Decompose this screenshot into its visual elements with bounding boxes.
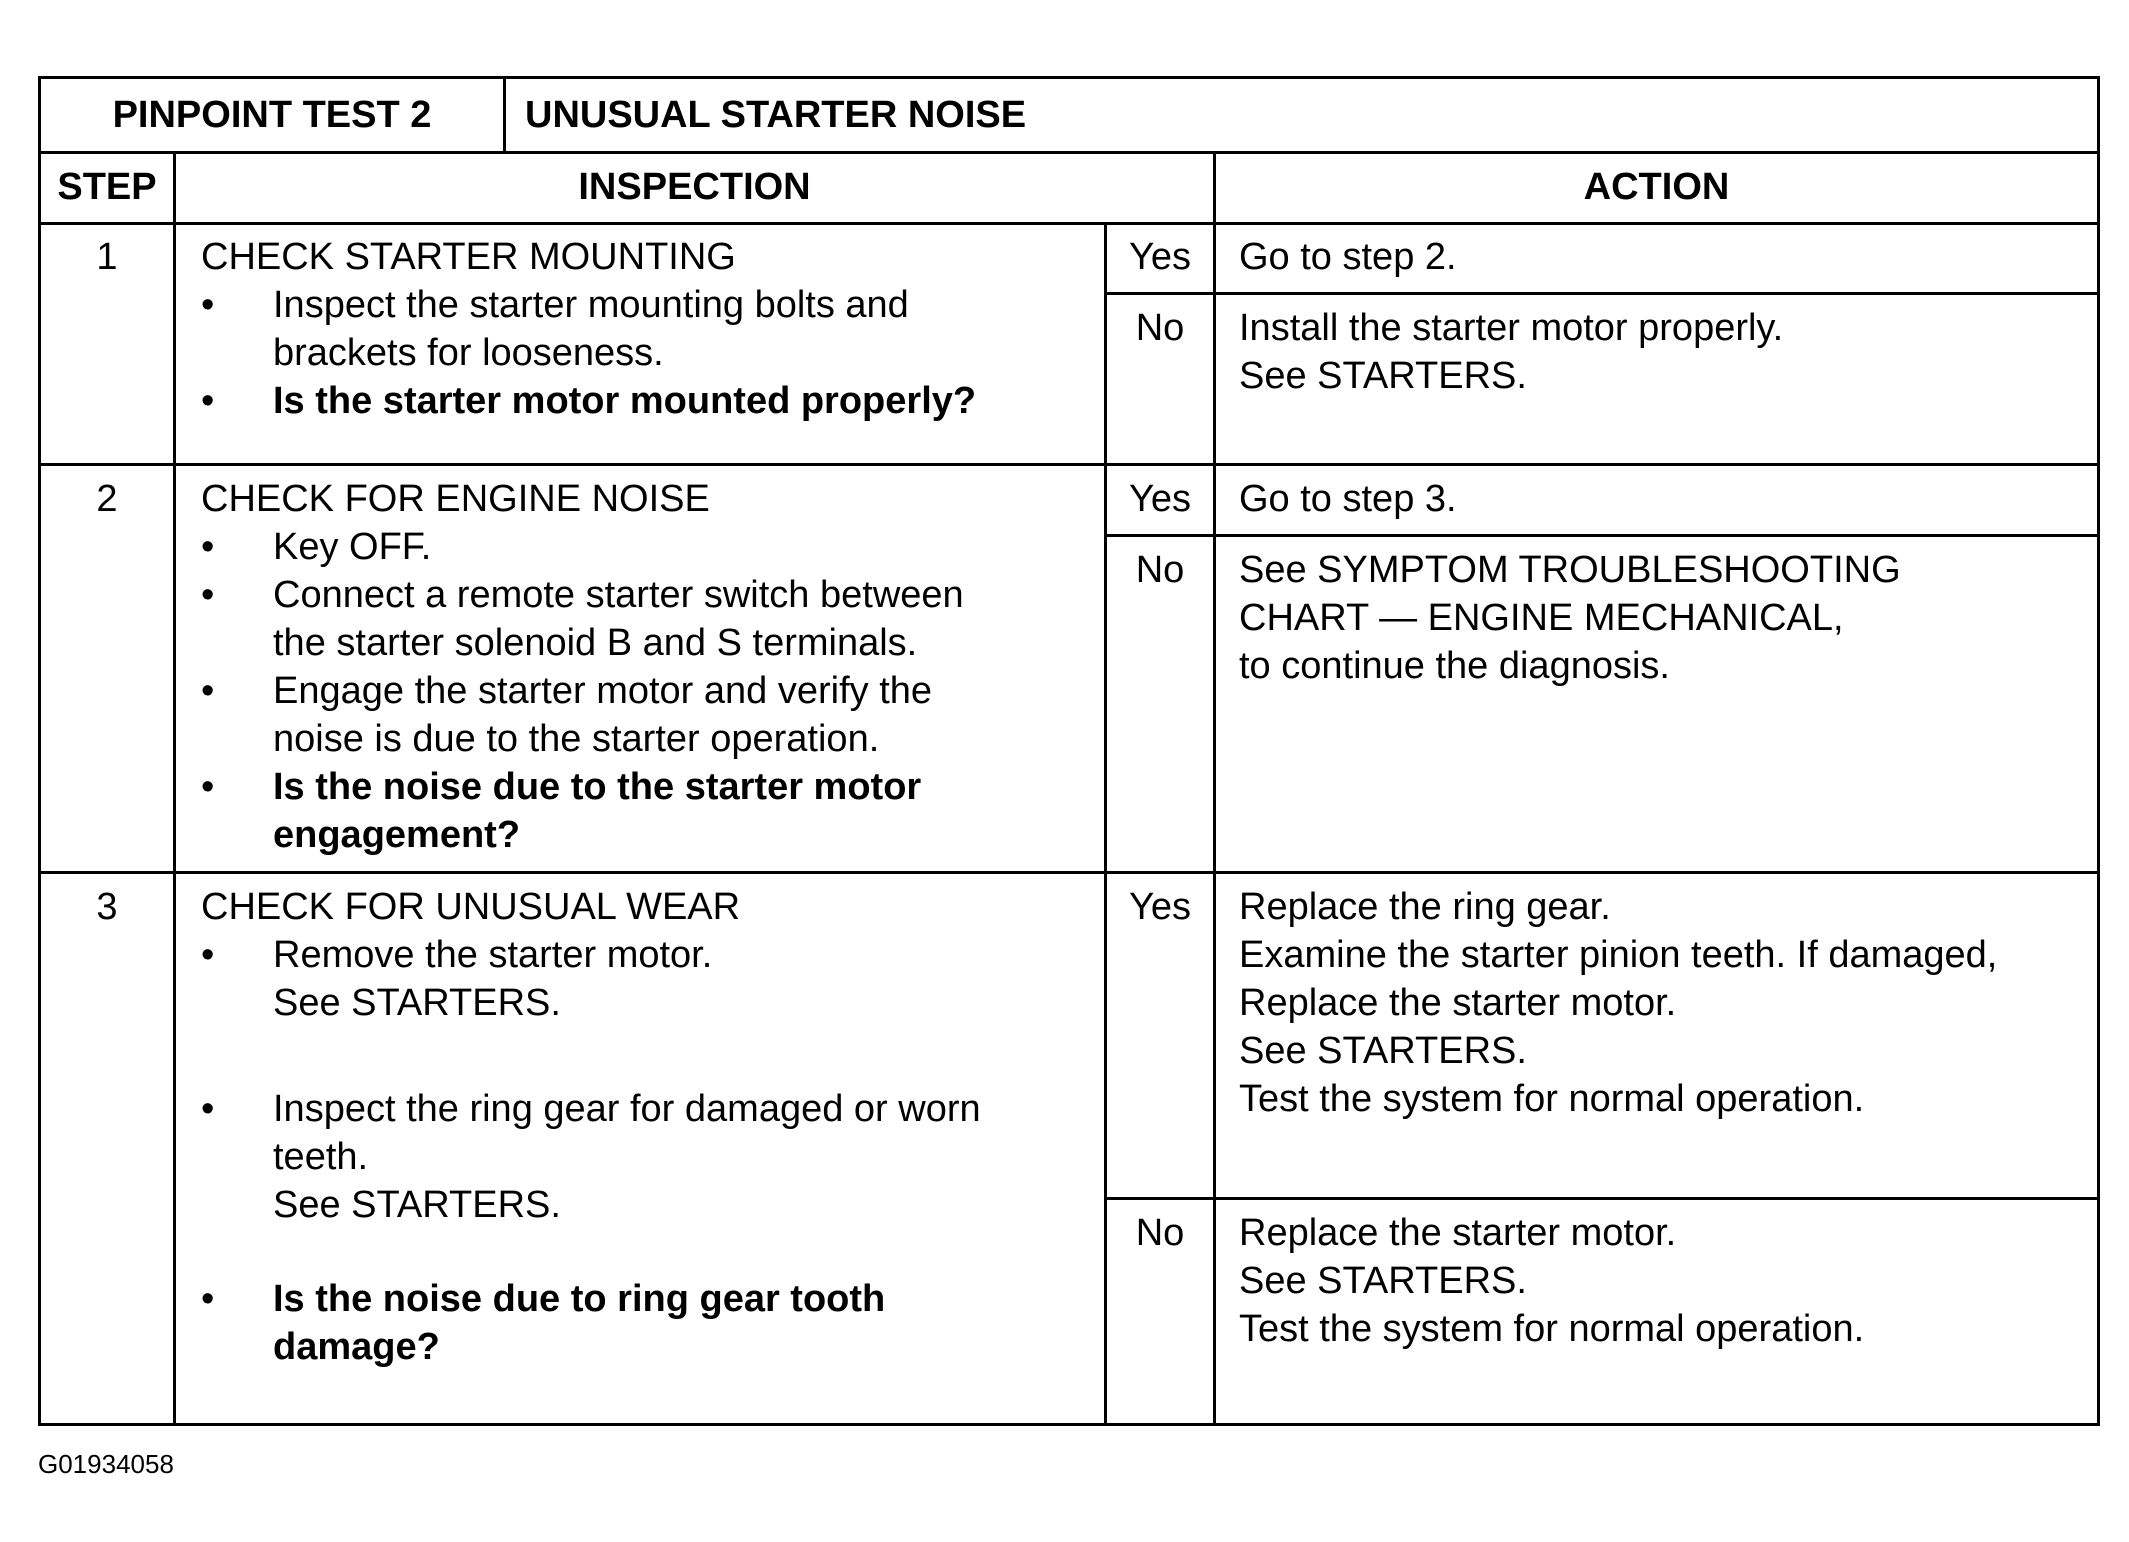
rule-header-divider: [503, 79, 506, 152]
bullet-line: brackets for looseness.: [273, 332, 664, 374]
step-number: 2: [96, 478, 118, 520]
bullet-line: See STARTERS.: [273, 1184, 561, 1226]
bullet-line: damage?: [273, 1326, 440, 1368]
rule-step1-bottom: [41, 463, 2097, 466]
pinpoint-test-title: UNUSUAL STARTER NOISE: [525, 94, 1027, 136]
pinpoint-test-label: PINPOINT TEST 2: [112, 94, 432, 136]
action-line: Replace the starter motor.: [1239, 1212, 1677, 1254]
action-line: to continue the diagnosis.: [1239, 645, 1670, 687]
inspection-bullet: [201, 571, 1091, 667]
bullet-icon: •: [201, 526, 215, 568]
rule-step2-bottom: [41, 871, 2097, 874]
action-line: Examine the starter pinion teeth. If damaged,: [1239, 934, 1998, 976]
bullet-icon: •: [201, 670, 215, 712]
step-inspection: [201, 475, 1091, 859]
answer-no-label: No: [1135, 307, 1185, 349]
answer-yes-label: Yes: [1129, 886, 1191, 928]
action-no: [1239, 546, 1901, 690]
step-title: CHECK FOR UNUSUAL WEAR: [201, 886, 741, 928]
action-line: See STARTERS.: [1239, 1030, 1527, 1072]
inspection-bullet: [201, 667, 1091, 763]
rule-step-divider: [173, 152, 176, 1423]
bullet-icon: •: [201, 934, 215, 976]
answer-no-label: No: [1135, 1212, 1185, 1254]
rule-action-left: [1213, 152, 1216, 1423]
column-header-inspection: INSPECTION: [578, 166, 811, 208]
rule-colheader-bottom: [41, 222, 2097, 225]
step-number: 1: [96, 236, 118, 278]
inspection-bullet: [201, 523, 1091, 571]
step-inspection: [201, 883, 1091, 1371]
bullet-line: noise is due to the starter operation.: [273, 718, 880, 760]
rule-step2-yes-bottom: [1107, 534, 2097, 537]
bullet-line: See STARTERS.: [273, 982, 561, 1024]
column-header-action: ACTION: [1583, 166, 1730, 208]
action-line: Go to step 3.: [1239, 478, 1457, 520]
rule-step3-yes-bottom: [1107, 1197, 2097, 1200]
bullet-line: Connect a remote starter switch between: [273, 574, 964, 616]
bullet-line: Is the noise due to ring gear tooth: [273, 1278, 886, 1320]
action-line: Test the system for normal operation.: [1239, 1308, 1865, 1350]
bullet-line: Inspect the starter mounting bolts and: [273, 284, 909, 326]
step-title: CHECK STARTER MOUNTING: [201, 236, 736, 278]
action-line: See STARTERS.: [1239, 1260, 1527, 1302]
action-line: See STARTERS.: [1239, 355, 1527, 397]
inspection-question: [201, 1275, 1091, 1371]
action-line: Replace the starter motor.: [1239, 982, 1677, 1024]
rule-step1-yes-bottom: [1107, 292, 2097, 295]
bullet-icon: •: [201, 1278, 215, 1320]
action-line: Install the starter motor properly.: [1239, 307, 1784, 349]
action-yes: [1239, 883, 1997, 1123]
answer-yes-label: Yes: [1129, 478, 1191, 520]
action-no: [1239, 304, 1783, 400]
action-no: [1239, 1209, 1864, 1353]
bullet-line: Key OFF.: [273, 526, 432, 568]
bullet-icon: •: [201, 766, 215, 808]
bullet-icon: •: [201, 380, 215, 422]
answer-no-label: No: [1135, 549, 1185, 591]
action-line: Test the system for normal operation.: [1239, 1078, 1865, 1120]
bullet-icon: •: [201, 1088, 215, 1130]
inspection-bullet: [201, 931, 1091, 1027]
step-title: CHECK FOR ENGINE NOISE: [201, 478, 710, 520]
action-line: CHART — ENGINE MECHANICAL,: [1239, 597, 1844, 639]
action-yes: [1239, 233, 1457, 281]
answer-yes-label: Yes: [1129, 236, 1191, 278]
bullet-line: Is the starter motor mounted properly?: [273, 380, 977, 422]
bullet-line: Inspect the ring gear for damaged or worn: [273, 1088, 981, 1130]
step-number: 3: [96, 886, 118, 928]
bullet-line: Is the noise due to the starter motor: [273, 766, 922, 808]
bullet-icon: •: [201, 284, 215, 326]
rule-header-bottom: [41, 151, 2097, 154]
figure-id: G01934058: [38, 1449, 174, 1479]
bullet-line: Remove the starter motor.: [273, 934, 713, 976]
bullet-line: engagement?: [273, 814, 521, 856]
inspection-bullet: [201, 1085, 1091, 1229]
bullet-icon: •: [201, 574, 215, 616]
step-inspection: [201, 233, 1091, 425]
bullet-line: Engage the starter motor and verify the: [273, 670, 933, 712]
column-header-step: STEP: [57, 166, 157, 208]
action-line: Go to step 2.: [1239, 236, 1457, 278]
bullet-line: the starter solenoid B and S terminals.: [273, 622, 918, 664]
bullet-line: teeth.: [273, 1136, 369, 1178]
inspection-bullet: [201, 281, 1091, 377]
action-yes: [1239, 475, 1457, 523]
pinpoint-test-table: [38, 76, 2100, 1426]
inspection-question: [201, 763, 1091, 859]
action-line: Replace the ring gear.: [1239, 886, 1611, 928]
action-line: See SYMPTOM TROUBLESHOOTING: [1239, 549, 1901, 591]
inspection-question: [201, 377, 1091, 425]
